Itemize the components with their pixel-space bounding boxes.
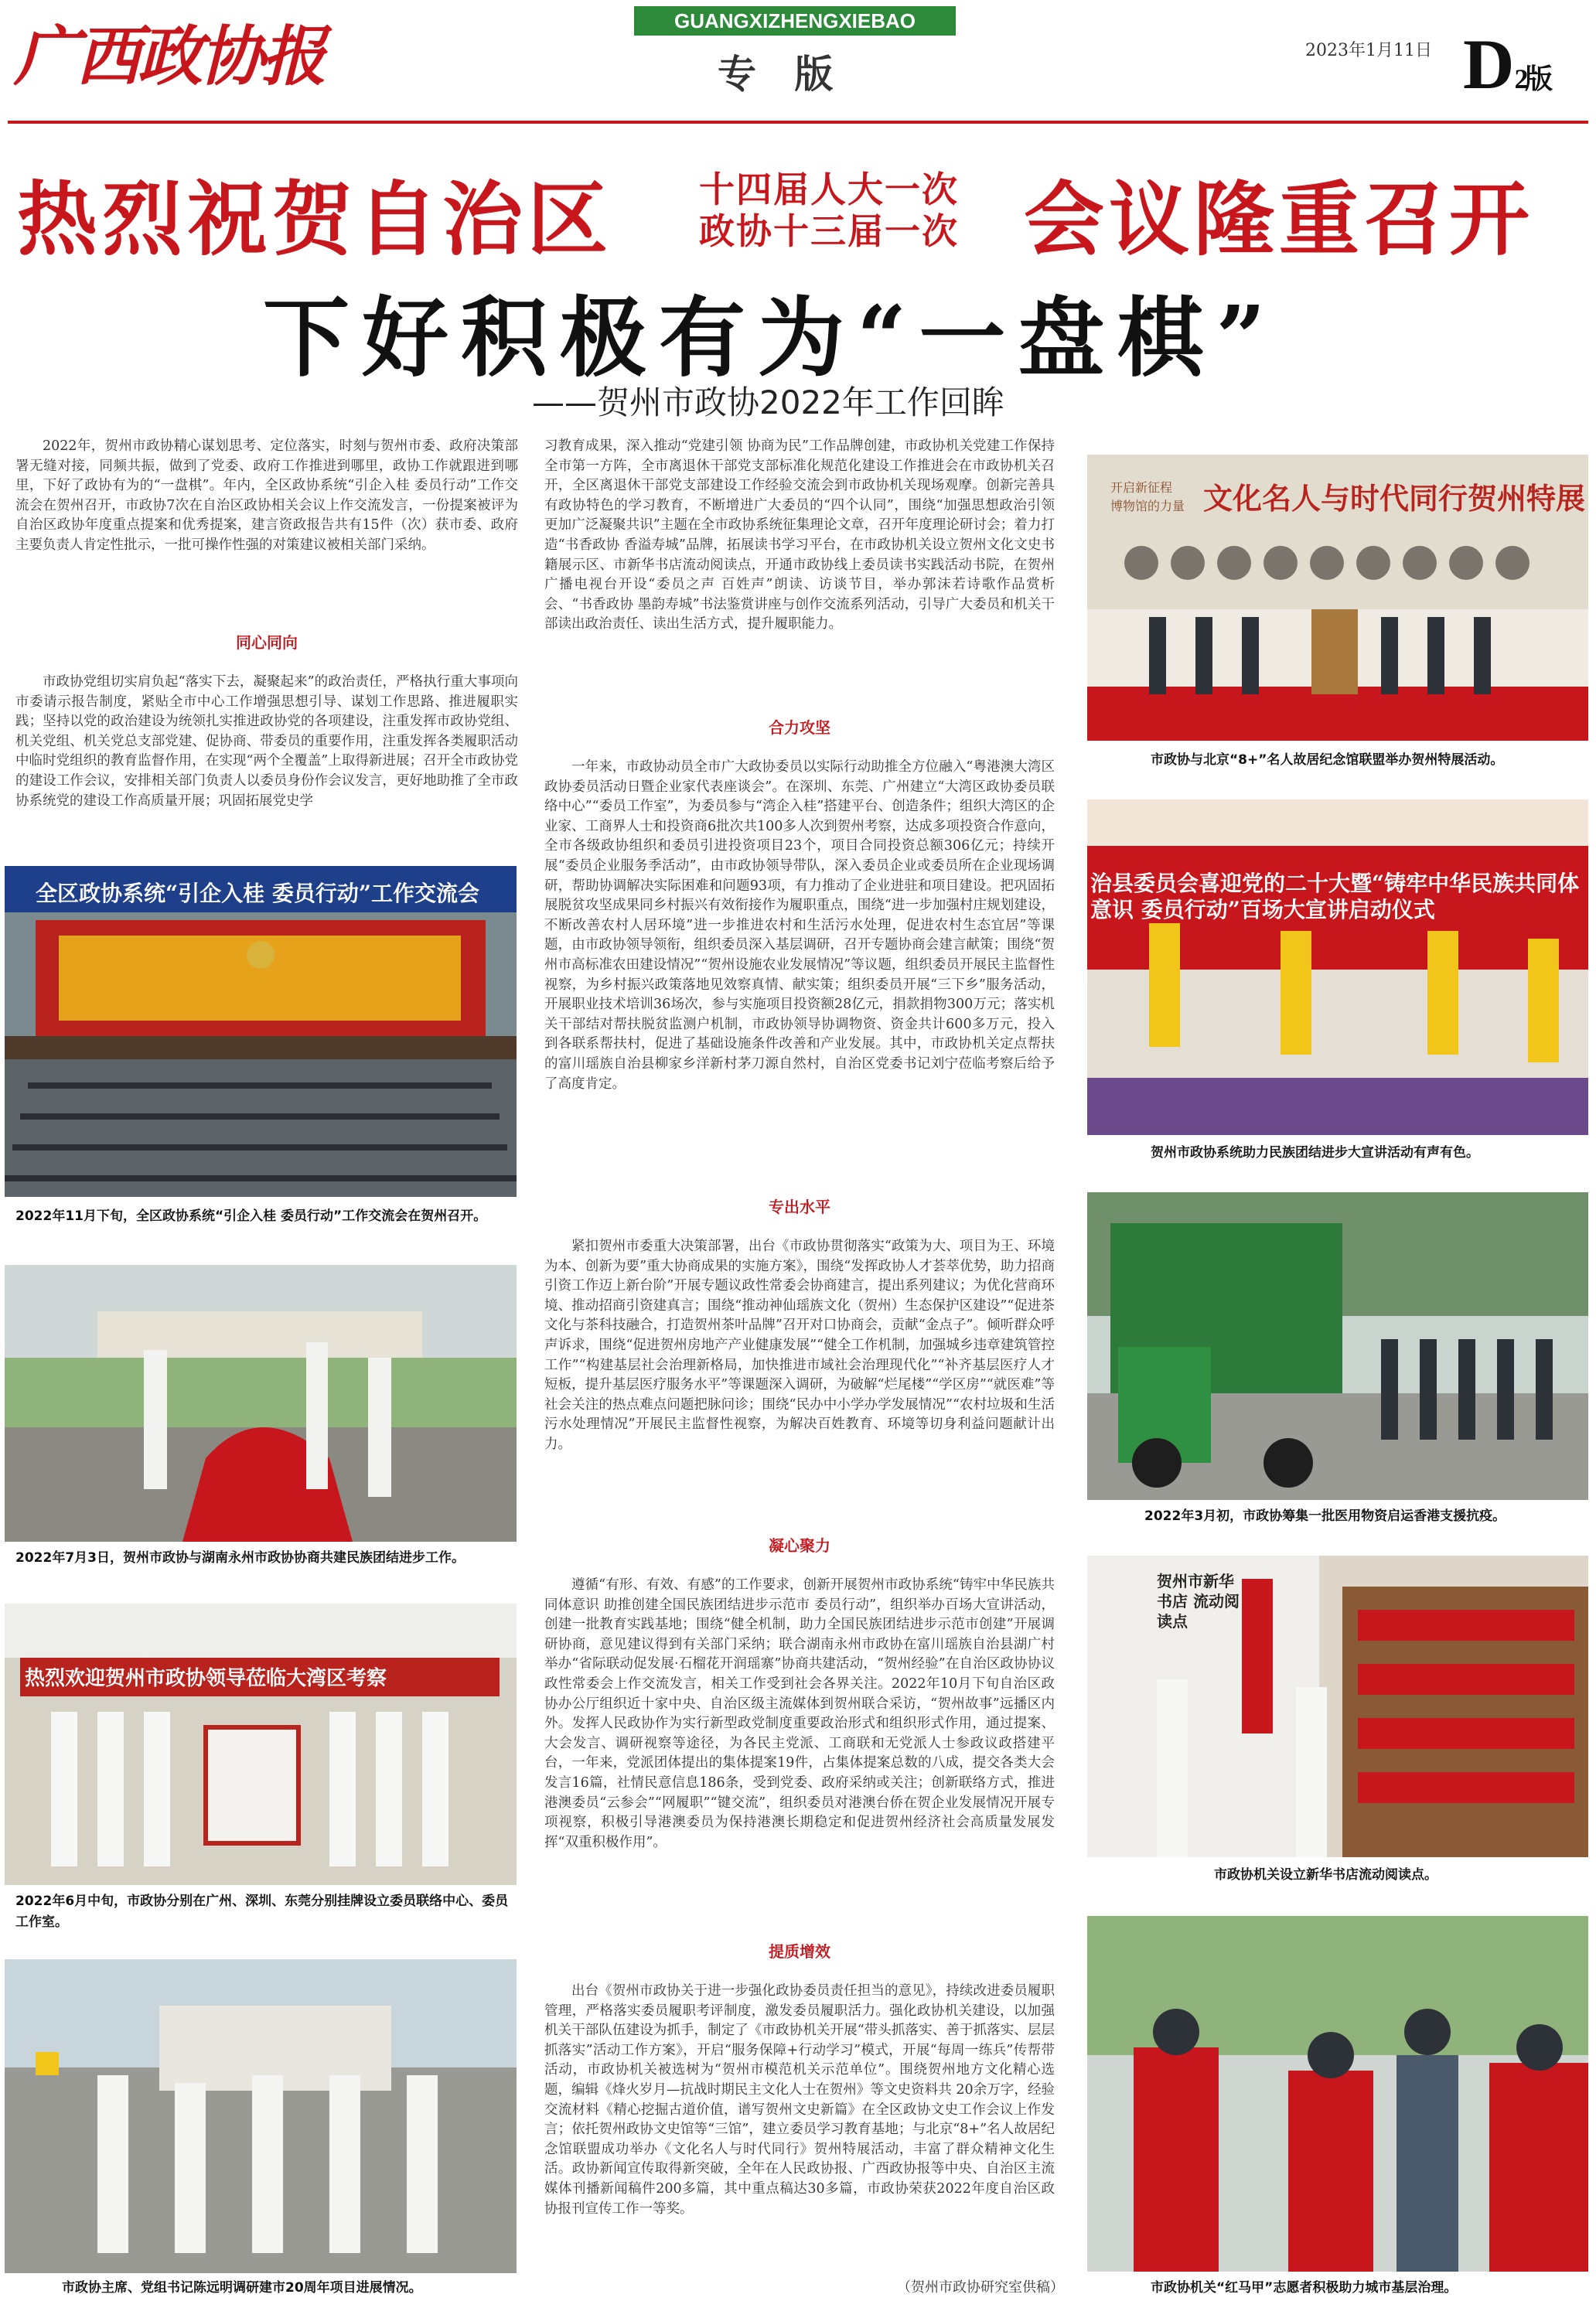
newspaper-logo: 广西政协报 bbox=[14, 18, 324, 94]
article-col1-s1 bbox=[15, 673, 518, 811]
article-col2-s5 bbox=[544, 1982, 1055, 2219]
photo-site-inspection bbox=[5, 1959, 517, 2273]
page-suffix: 版 bbox=[1525, 63, 1553, 95]
caption-planting: 2022年7月3日，贺州市政协与湖南永州市政协协商共建民族团结进步工作。 bbox=[15, 1550, 465, 1566]
headline-left: 热烈祝贺自治区 bbox=[17, 172, 613, 267]
caption-conference: 2022年11月下旬，全区政协系统“引企入桂 委员行动”工作交流会在贺州召开。 bbox=[15, 1208, 487, 1224]
caption-bookstore: 市政协机关设立新华书店流动阅读点。 bbox=[1214, 1867, 1437, 1883]
photo-exhibition bbox=[1087, 455, 1588, 741]
article-col2-s3 bbox=[544, 1237, 1055, 1455]
photo-plaque-banner: 热烈欢迎贺州市政协领导莅临大湾区考察 bbox=[25, 1667, 387, 1690]
article-col2-s2 bbox=[544, 758, 1055, 1094]
page-num: 2 bbox=[1514, 63, 1529, 94]
caption-site-inspection: 市政协主席、党组书记陈远明调研建市20周年项目进展情况。 bbox=[62, 2280, 422, 2296]
section-3-text: 紧扣贺州市委重大决策部署，出台《市政协贯彻落实“政策为大、项目为王、环境为本、创新为要”重大协商成果的实施方案》，围绕“发挥政协人才荟萃优势，助力招商引资工作迈上新台阶”开展专题议政性常委会协商建言，提出系列建议；为优化营商环境、推动招商引资建真言；围绕“推动神仙瑶族文化（贺州）生态保护区建设”“促进茶文化与茶科技融合，打造贺州茶叶品牌”召开对口协商会，贡献“金点子”。倾听群众呼声诉求，围绕“促进贺州房地产产业健康发展”“健全工作机制，加强城乡违章建筑管控工作”“构建基层社会治理新格局，加快推进市域社会治理现代化”“补齐基层医疗人才短板，提升基层医疗服务水平”等课题深入调研，为破解“烂尾楼”“学区房”“就医难”等社会关注的热点难点问题把脉问诊；围绕“民办中小学办学发展情况”“农村垃圾和生活污水处理情况”开展民主监督性视察，为解决百姓教育、环境等切身利益问题献计出力。 bbox=[544, 1239, 1055, 1452]
photo-ethnic-banner: 治县委员会喜迎党的二十大暨“铸牢中华民族共同体意识 委员行动”百场大宣讲启动仪式 bbox=[1090, 871, 1580, 922]
photo-bookstore-sign: 贺州市新华书店 流动阅读点 bbox=[1157, 1572, 1240, 1631]
headline-middle-2: 政协十三届一次 bbox=[699, 210, 959, 252]
photo-conference-banner: 全区政协系统“引企入桂 委员行动”工作交流会 bbox=[36, 881, 479, 906]
caption-exhibition: 市政协与北京“8+”名人故居纪念馆联盟举办贺州特展活动。 bbox=[1151, 752, 1504, 768]
photo-conference bbox=[5, 866, 517, 1197]
article-col2-s4 bbox=[544, 1576, 1055, 1853]
headline-middle-1: 十四届人大一次 bbox=[699, 169, 959, 210]
section-5-text: 出台《贺州市政协关于进一步强化政协委员责任担当的意见》，持续改进委员履职管理，严格落实委员履职考评制度，激发委员履职活力。强化政协机关建设，以加强机关干部队伍建设为抓手，制定了《市政协机关开展“带头抓落实、善于抓落实、层层抓落实”活动工作方案》，开启“服务保障+行动学习”模式，开展“每周一练兵”传帮带活动，市政协机关被选树为“贺州市模范机关示范单位”。围绕贺州地方文化精心选题，编辑《烽火岁月—抗战时期民主文化人士在贺州》等文史资料共 20余万字，经验交流材料《精心挖掘古道价值，谱写贺州文史新篇》在全区政协文史工作会议上作发言；依托贺州政协文史馆等“三馆”，建立委员学习教育基地；与北京“8+”名人故居纪念馆联盟成功举办《文化名人与时代同行》贺州特展活动，丰富了群众精神文化生活。政协新闻宣传取得新突破，全年在人民政协报、广西政协报等中央、自治区主流媒体刊播新闻稿件200多篇，其中重点稿达30多篇，市政协荣获2022年度自治区政协报刊宣传工作一等奖。 bbox=[544, 1983, 1055, 2217]
photo-planting bbox=[5, 1265, 517, 1542]
photo-plaque bbox=[5, 1604, 517, 1885]
caption-supply-truck: 2022年3月初，市政协筹集一批医用物资启运香港支援抗疫。 bbox=[1144, 1508, 1506, 1524]
section-title-5: 提质增效 bbox=[769, 1942, 830, 1961]
page-number bbox=[1463, 23, 1528, 105]
section-label: 专 版 bbox=[718, 51, 846, 97]
sub-headline: ——贺州市政协2022年工作回眸 bbox=[532, 384, 1004, 421]
caption-plaque: 2022年6月中旬，市政协分别在广州、深圳、东莞分别挂牌设立委员联络中心、委员工作室。 bbox=[15, 1894, 509, 1930]
photo-exhibition-banner: 文化名人与时代同行贺州特展 bbox=[1203, 481, 1586, 516]
headline-middle bbox=[699, 169, 959, 252]
section-title-3: 专出水平 bbox=[769, 1198, 830, 1216]
caption-volunteers: 市政协机关“红马甲”志愿者积极助力城市基层治理。 bbox=[1151, 2280, 1458, 2296]
main-headline: 下好积极有为“一盘棋” bbox=[263, 288, 1278, 389]
section-title-2: 合力攻坚 bbox=[769, 718, 830, 737]
issue-date: 2023年1月11日 bbox=[1305, 41, 1432, 60]
article-intro: 2022年，贺州市政协精心谋划思考、定位落实，时刻与贺州市委、政府决策部署无缝对接，同频共振，做到了党委、政府工作推进到哪里，政协工作就跟进到哪里，下好了政协有为的“一盘棋”。年内，全区政协系统“引企入桂 委员行动”工作交流会在贺州召开，市政协7次在自治区政协相关会议上作交流发言，一份提案被评为自治区政协年度重点提案和优秀提案，建言资政报告共有15件（次）获市委、政府主要负责人肯定性批示，一批可操作性强的对策建议被相关部门采纳。 bbox=[15, 438, 518, 553]
photo-exhibition-small-2: 博物馆的力量 bbox=[1110, 499, 1185, 513]
article-col1-intro bbox=[15, 437, 518, 556]
photo-bookstore bbox=[1087, 1556, 1588, 1857]
caption-ethnic-event: 贺州市政协系统助力民族团结进步大宣讲活动有声有色。 bbox=[1151, 1145, 1479, 1161]
section-2-text: 一年来，市政协动员全市广大政协委员以实际行动助推全方位融入“粤港澳大湾区政协委员活动日暨企业家代表座谈会”。在深圳、东莞、广州建立“大湾区政协委员联络中心”“委员工作室”，为委员参与“湾企入桂”搭建平台、创造条件；组织大湾区的企业家、工商界人士和投资商6批次共100多人次到贺州考察，达成多项投资合作意向，全市各级政协组织和委员引进投资项目23个，项目合同投资总额306亿元；持续开展“委员企业服务季活动”，由市政协领导带队，深入委员企业或委员所在企业现场调研，帮助协调解决实际困难和问题93项，有力推动了企业进驻和项目建设。把巩固拓展脱贫攻坚成果同乡村振兴有效衔接作为履职重点，围绕“进一步加强村庄规划建设，不断改善农村人居环境”进一步推进农村和生活污水处理，促进农村生态宜居”等课题，由市政协领导领衔，组织委员深入基层调研，召开专题协商会建言献策；围绕“贺州市高标准农田建设情况”“贺州设施农业发展情况”等议题，组织委员开展民主监督性视察，为乡村振兴政策落地见效察真情、献实策；组织委员开展“三下乡”服务活动，开展职业技术培训36场次，参与实施项目投资额28亿元，捐款捐物300万元；落实机关干部结对帮扶脱贫监测户机制，市政协领导协调物资、资金共计600多万元，投入到各联系帮扶村，促进了基础设施条件改善和产业发展。其中，市政协机关定点帮扶的富川瑶族自治县柳家乡洋新村茅刀源自然村，自治区党委书记刘宁莅临考察后给予了高度肯定。 bbox=[544, 759, 1055, 1092]
photo-volunteers bbox=[1087, 1916, 1588, 2272]
section-1-text: 市政协党组切实肩负起“落实下去，凝聚起来”的政治责任，严格执行重大事项向市委请示报告制度，紧贴全市中心工作增强思想引导、谋划工作思路、推进履职实践；坚持以党的政治建设为统领扎实推进政协党的各项建设，注重发挥市政协党组、机关党组、机关党总支部党建、促协商、带委员的重要作用，注重发挥各类履职活动中临时党组织的教育监督作用，在实现“两个全覆盖”上取得新进展；召开全市政协党的建设工作会议，安排相关部门负责人以委员身份作会议发言，更好地助推了全市政协系统党的建设工作高质量开展；巩固拓展党史学 bbox=[15, 674, 518, 809]
masthead-rule bbox=[8, 121, 1588, 124]
section-1-continued: 习教育成果，深入推动“党建引领 协商为民”工作品牌创建，市政协机关党建工作保持全市第一方阵，全市离退休干部党支部标准化规范化建设工作推进会在市政协机关召开，全区离退休干部党支部建设工作经验交流会到市政协机关现场观摩。创新完善具有政协特色的学习教育，不断增进广大委员的“四个认同”，围绕“加强思想政治引领 更加广泛凝聚共识”主题在全市政协系统征集理论文章，召开年度理论研讨会；着力打造“书香政协 香溢寿城”品牌，拓展读书学习平台，在市政协机关设立贺州文化文史书籍展示区、市新华书店流动阅读点，开通市政协线上委员读书实践活动书院，在贺州广播电视台开设“委员之声 百姓声”朗读、访谈节目，举办郭沫若诗歌作品赏析会、“书香政协 墨韵寿城”书法鉴赏讲座与创作交流系列活动，引导广大委员和机关干部读出政治责任、读出生活方式，提升履职能力。 bbox=[544, 438, 1055, 632]
article-credit: （贺州市政协研究室供稿） bbox=[897, 2279, 1064, 2296]
section-title-1: 同心同向 bbox=[236, 633, 298, 652]
article-col2-cont bbox=[544, 437, 1055, 635]
photo-supply-truck bbox=[1087, 1192, 1588, 1500]
page-letter: D bbox=[1463, 25, 1515, 104]
photo-ethnic-event bbox=[1087, 799, 1588, 1135]
photo-exhibition-small-1: 开启新征程 bbox=[1110, 480, 1173, 495]
section-title-4: 凝心聚力 bbox=[769, 1536, 830, 1555]
headline-right: 会议隆重召开 bbox=[1024, 172, 1535, 267]
newspaper-pinyin: GUANGXIZHENGXIEBAO bbox=[634, 6, 956, 36]
section-4-text: 遵循“有形、有效、有感”的工作要求，创新开展贺州市政协系统“铸牢中华民族共同体意识 助推创建全国民族团结进步示范市 委员行动”，组织举办百场大宣讲活动，创建一批教育实践基地；围绕“健全机制，助力全国民族团结进步示范市创建”开展调研协商，意见建议得到有关部门采纳；联合湖南永州市政协在富川瑶族自治县湖广村举办“省际联动促发展·石榴花开润瑶寨”协商共建活动，“贺州经验”在自治区政协协议政性常委会上作交流发言，相关工作受到社会各界关注。2022年10月下旬自治区政协办公厅组织近十家中央、自治区级主流媒体到贺州联合采访，“贺州故事”远播区内外。发挥人民政协作为实行新型政党制度重要政治形式和组织形式作用，通过提案、大会发言、调研视察等途径，为各民主党派、工商联和无党派人士参政议政搭建平台，一年来，党派团体提出的集体提案19件，占集体提案总数的八成，提交各类大会发言16篇，社情民意信息186条，受到党委、政府采纳或关注；创新联络方式，推进港澳委员“云参会”“网履职”“键交流”，组织委员对港澳台侨在贺企业发展情况开展专项视察，积极引导港澳委员为保持港澳长期稳定和促进贺州经济社会高质量发展发挥“双重积极作用”。 bbox=[544, 1577, 1055, 1850]
